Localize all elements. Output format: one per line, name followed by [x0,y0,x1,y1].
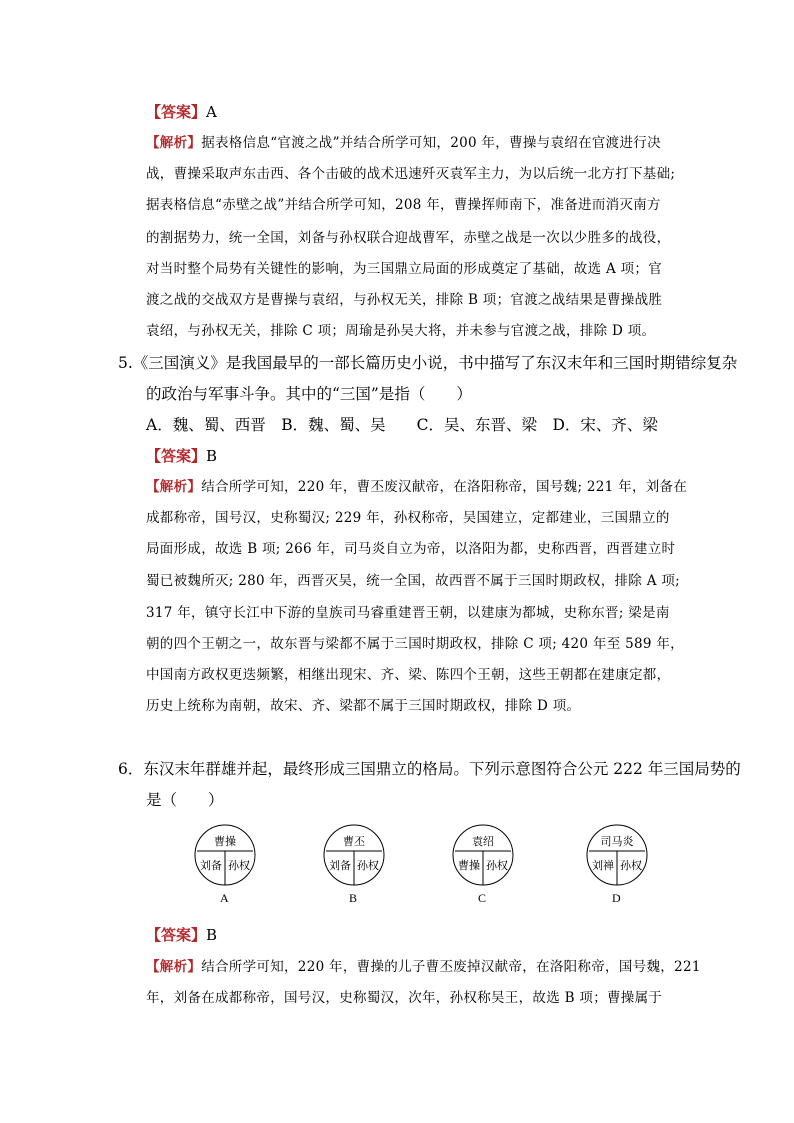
q5-options: A．魏、蜀、西晋 B．魏、蜀、吴 C．吴、东晋、梁 D．宋、齐、梁 [146,416,658,434]
diagram-right-label: 孙权 [620,859,642,872]
diagram-letter-d: D [612,891,621,905]
diagram-a [185,815,265,895]
q5-stem-line-2: 的政治与军事斗争。其中的“三国”是指（ ） [146,385,472,403]
q5-explanation-line-1 [146,477,687,497]
q5-explanation-line-8: 历史上统称为南朝，故宋、齐、梁都不属于三国时期政权，排除 D 项。 [146,698,581,714]
q6-stem-line-2: 是（ ） [146,791,224,809]
diagram-top-label: 袁绍 [472,835,494,848]
q6-explanation-line-2: 年，刘备在成都称帝，国号汉，史称蜀汉，次年，孙权称吴王，故选 B 项；曹操属于 [146,990,663,1006]
q4-explanation-line-2: 战，曹操采取声东击西、各个击破的战术迅速歼灭袁军主力，为以后统一北方打下基础; [146,166,676,182]
q4-explanation-line-7: 袁绍，与孙权无关，排除 C 项；周瑜是孙吴大将，并未参与官渡之战，排除 D 项。 [146,323,656,339]
answer-value: A [206,103,217,121]
answer-value: B [206,926,218,944]
diagram-letter-b: B [349,891,358,905]
diagram-left-label: 曹操 [458,859,480,872]
q6-explanation-line-1 [146,957,701,977]
diagram-letter-a: A [220,891,229,905]
q4-explanation-line-1 [146,133,661,153]
explanation-tag: 【解析】 [146,479,202,495]
diagram-letter-c: C [478,891,487,905]
answer-value: B [206,447,218,465]
q6-stem-line-1: 6．东汉末年群雄并起，最终形成三国鼎立的格局。下列示意图符合公元 222 年三国局势的 [118,760,741,778]
q5-explanation-line-4: 蜀已被魏所灭; 280 年，西晋灭吴，统一全国，故西晋不属于三国时期政权，排除 A 项; [146,573,680,589]
diagram-right-label: 孙权 [228,859,250,872]
diagram-right-label: 孙权 [486,859,508,872]
q5-explanation-line-3: 局面形成，故选 B 项; 266 年，司马炎自立为帝，以洛阳为都，史称西晋，西晋建立时 [146,541,676,557]
diagram-d [577,815,657,895]
answer-tag: 【答案】 [146,447,207,465]
explanation-tag: 【解析】 [146,959,202,975]
explanation-text: 结合所学可知，220 年，曹操的儿子曹丕废掉汉献帝，在洛阳称帝，国号魏，221 [201,959,701,975]
q6-answer-line [146,925,217,945]
q5-explanation-line-5: 317 年，镇守长江中下游的皇族司马睿重建晋王朝，以建康为都城，史称东晋; 梁是南 [146,605,670,621]
q5-answer-line [146,446,217,466]
q4-explanation-line-5: 对当时整个局势有关键性的影响，为三国鼎立局面的形成奠定了基础，故选 A 项；官 [146,261,663,277]
diagram-left-label: 刘禅 [592,859,614,872]
diagram-left-label: 刘备 [329,859,351,872]
diagram-left-label: 刘备 [200,859,222,872]
diagram-top-label: 曹操 [214,835,236,848]
answer-tag: 【答案】 [146,926,207,944]
diagram-c [443,815,523,895]
q5-explanation-line-7: 中国南方政权更迭频繁，相继出现宋、齐、梁、陈四个王朝，这些王朝都在建康定都， [146,667,671,683]
diagram-top-label: 曹丕 [343,835,365,848]
q4-answer-line [146,102,217,122]
q4-explanation-line-6: 渡之战的交战双方是曹操与袁绍，与孙权无关，排除 B 项；官渡之战结果是曹操战胜 [146,292,663,308]
q5-explanation-line-2: 成都称帝，国号汉，史称蜀汉; 229 年，孙权称帝，吴国建立，定都建业，三国鼎立的 [146,510,670,526]
diagram-b [314,815,394,895]
answer-tag: 【答案】 [146,103,207,121]
explanation-text: 据表格信息“官渡之战”并结合所学可知，200 年，曹操与袁绍在官渡进行决 [201,135,661,151]
q4-explanation-line-4: 的割据势力，统一全国，刘备与孙权联合迎战曹军，赤壁之战是一次以少胜多的战役， [146,230,671,246]
explanation-text: 结合所学可知，220 年，曹丕废汉献帝，在洛阳称帝，国号魏; 221 年，刘备在 [201,479,688,495]
diagram-right-label: 孙权 [357,859,379,872]
diagram-top-label: 司马炎 [600,835,634,848]
q5-explanation-line-6: 朝的四个王朝之一，故东晋与梁都不属于三国时期政权，排除 C 项; 420 年至 589 年， [146,636,684,652]
q4-explanation-line-3: 据表格信息“赤壁之战”并结合所学可知，208 年，曹操挥师南下，准备进而消灭南方 [146,197,661,213]
explanation-tag: 【解析】 [146,135,202,151]
q5-stem-line-1: 5.《三国演义》是我国最早的一部长篇历史小说，书中描写了东汉末年和三国时期错综复杂 [118,354,738,372]
